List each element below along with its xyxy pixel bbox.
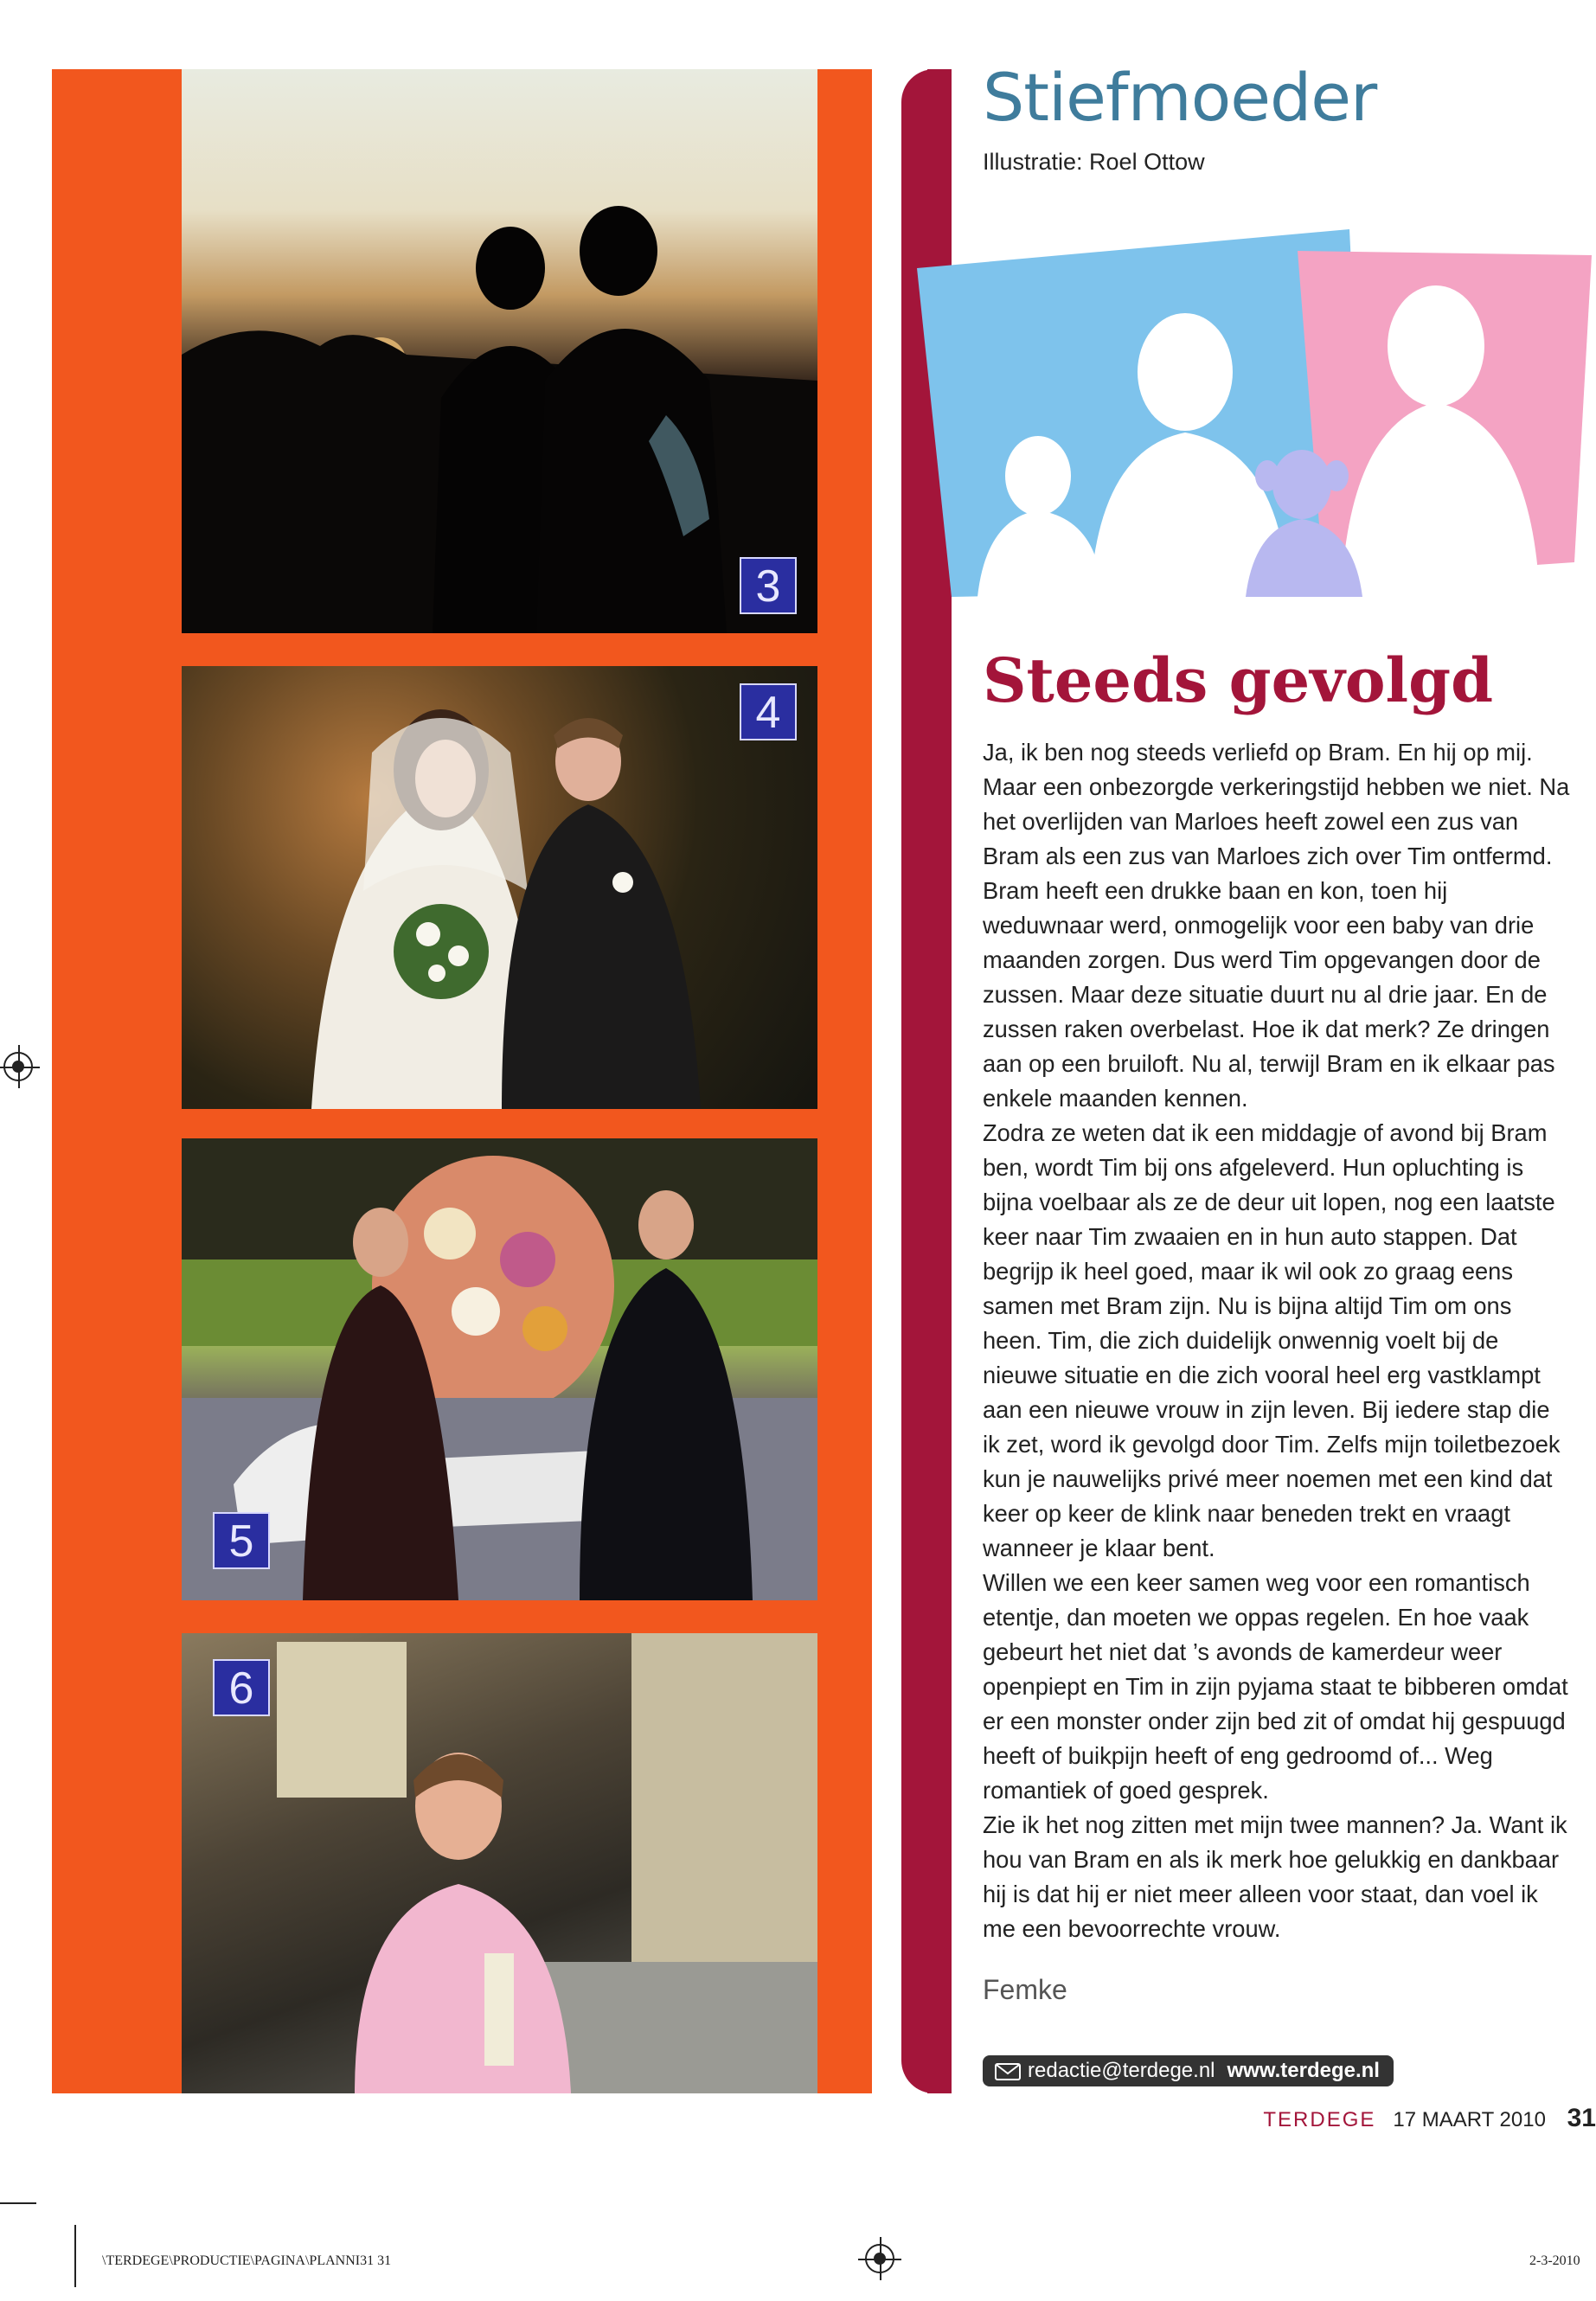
girl-kitchen-illustration: [182, 1633, 817, 2093]
article-author: Femke: [983, 1974, 1067, 2005]
article-title: Steeds gevolgd: [983, 644, 1494, 716]
section-title: Stiefmoeder: [983, 59, 1377, 136]
contact-bar: [983, 2055, 1394, 2086]
page-footer: [1263, 2104, 1596, 2133]
photo-number-badge: 3: [740, 557, 797, 614]
flower-garden-illustration: [182, 1138, 817, 1600]
photo-panel: [52, 69, 872, 2093]
registration-mark-icon: [3, 1052, 33, 1081]
silhouette-couple-illustration: [182, 69, 817, 633]
photo-wedding-couple: [182, 666, 817, 1109]
contact-email-link[interactable]: redactie@terdege.nl: [1028, 2059, 1215, 2082]
page-number: 31: [1567, 2104, 1596, 2132]
family-silhouette-illustration: [917, 216, 1596, 597]
crop-mark: [74, 2225, 76, 2287]
wedding-couple-illustration: [182, 666, 817, 1109]
article-body: [983, 735, 1571, 1946]
photo-number-badge: 5: [213, 1512, 270, 1569]
photo-girl-kitchen: [182, 1633, 817, 2093]
envelope-icon: [995, 2063, 1021, 2080]
article-paragraph: Willen we een keer samen weg voor een romantisch etentje, dan moeten we oppas regelen. En hoe vaak gebeurt het niet dat ’s avonds de kamerdeur weer openpiept en Tim in zijn pyjama staat te bibberen omdat er een monster onder zijn bed zit of omdat hij gespuugd heeft of buikpijn heeft of eng gedroomd of... Weg romantiek of goed gesprek.: [983, 1569, 1568, 1804]
photo-number-badge: 6: [213, 1659, 270, 1716]
magazine-brand: TERDEGE: [1263, 2108, 1376, 2131]
print-slug-path: \TERDEGE\PRODUCTIE\PAGINA\PLANNI31 31: [102, 2253, 392, 2268]
website-link[interactable]: www.terdege.nl: [1227, 2059, 1380, 2082]
photo-sunset-couple: [182, 69, 817, 633]
crop-mark: [0, 2202, 36, 2204]
registration-mark-icon: [865, 2244, 894, 2273]
photo-two-women-flowers: [182, 1138, 817, 1600]
print-slug-date: 2-3-2010: [1529, 2253, 1580, 2268]
illustration-credit: Illustratie: Roel Ottow: [983, 149, 1205, 175]
article-paragraph: Zodra ze weten dat ik een middagje of avond bij Bram ben, wordt Tim bij ons afgeleverd. Hun opluchting is bijna voelbaar als ze de deur uit lopen, nog een laatste keer naar Tim zwaaien en in hun auto stappen. Dat begrijp ik heel goed, maar ik wil ook zo graag eens samen met Bram zijn. Nu is bijna altijd Tim om ons heen. Tim, die zich duidelijk onwennig voelt bij de nieuwe situatie en die zich vooral heel erg vastklampt aan een nieuwe vrouw in zijn leven. Bij iedere stap die ik zet, word ik gevolgd door Tim. Zelfs mijn toiletbezoek kun je nauwelijks privé meer noemen met een kind dat keer op keer de klink naar beneden trekt en vraagt wanneer je klaar bent.: [983, 1119, 1561, 1561]
photo-number-badge: 4: [740, 683, 797, 740]
article-paragraph: Zie ik het nog zitten met mijn twee mannen? Ja. Want ik hou van Bram en als ik merk hoe gelukkig en dankbaar hij is dat hij er niet meer alleen voor staat, dan voel ik me een bevoorrechte vrouw.: [983, 1811, 1567, 1942]
article-paragraph: Ja, ik ben nog steeds verliefd op Bram. En hij op mij. Maar een onbezorgde verkeringstijd hebben we niet. Na het overlijden van Marloes heeft zowel een zus van Bram als een zus van Marloes zich over Tim ontfermd. Bram heeft een drukke baan en kon, toen hij weduwnaar werd, onmogelijk voor een baby van drie maanden zorgen. Dus werd Tim opgevangen door de zussen. Maar deze situatie duurt nu al drie jaar. En de zussen raken overbelast. Hoe ik dat merk? Ze dringen aan op een bruiloft. Nu al, terwijl Bram en ik elkaar pas enkele maanden kennen.: [983, 739, 1570, 1112]
issue-date: 17 MAART 2010: [1393, 2108, 1546, 2131]
